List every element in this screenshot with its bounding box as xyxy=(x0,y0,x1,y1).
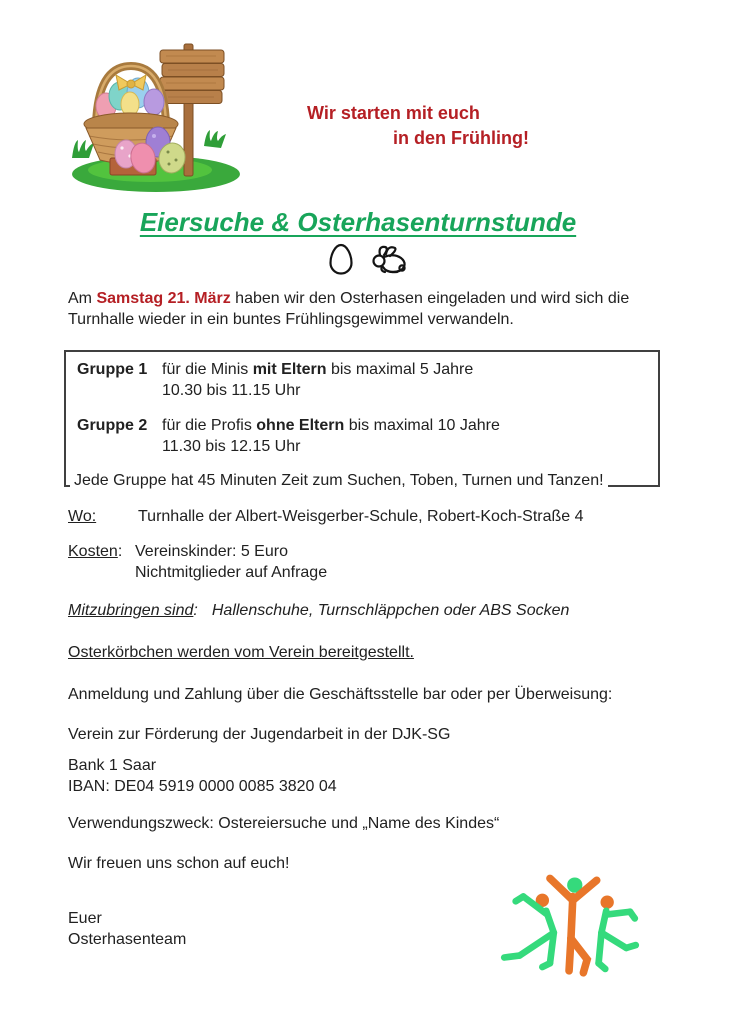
verwendungszweck-line: Verwendungszweck: Ostereiersuche und „Name des Kindes“ xyxy=(68,815,500,832)
group-desc-bold: ohne Eltern xyxy=(256,417,345,434)
group-time: 11.30 bis 12.15 Uhr xyxy=(162,438,301,455)
groups-box xyxy=(64,350,660,487)
kosten-line-2: Nichtmitglieder auf Anfrage xyxy=(135,564,328,581)
wo-value: Turnhalle der Albert-Weisgerber-Schule, Robert-Koch-Straße 4 xyxy=(138,508,584,525)
group-time: 10.30 bis 11.15 Uhr xyxy=(162,382,301,399)
signoff-line-1: Euer xyxy=(68,910,102,927)
slogan xyxy=(307,101,529,151)
intro-prefix: Am xyxy=(68,290,97,307)
group-desc xyxy=(162,415,500,457)
group-desc xyxy=(162,359,473,401)
slogan-line-2: in den Frühling! xyxy=(393,128,529,148)
wo-label: Wo: xyxy=(68,508,97,525)
egg-icon xyxy=(328,243,354,282)
group-desc-pre: für die Profis xyxy=(162,417,257,434)
mitbringen-label: Mitzubringen sind xyxy=(68,602,194,619)
intro-paragraph xyxy=(68,288,654,330)
groups-note: Jede Gruppe hat 45 Minuten Zeit zum Suchen, Toben, Turnen und Tanzen! xyxy=(70,470,608,491)
signoff xyxy=(68,908,186,950)
wo-row xyxy=(68,506,584,527)
group-row xyxy=(77,359,658,401)
group-desc-post: bis maximal 10 Jahre xyxy=(344,417,500,434)
group-desc-post: bis maximal 5 Jahre xyxy=(326,361,474,378)
easter-basket-illustration xyxy=(58,36,248,201)
signoff-line-2: Osterhasenteam xyxy=(68,931,187,948)
osterkoerbchen-line: Osterkörbchen werden vom Verein bereitgestellt. xyxy=(68,644,414,661)
group-label: Gruppe 2 xyxy=(77,417,148,434)
kosten-values xyxy=(135,541,327,583)
mitbringen-value: Hallenschuhe, Turnschläppchen oder ABS Socken xyxy=(211,602,570,619)
slogan-line-1: Wir starten mit euch xyxy=(307,103,480,123)
bank-iban-line: IBAN: DE04 5919 0000 0085 3820 04 xyxy=(68,778,337,795)
bank-name-line: Bank 1 Saar xyxy=(68,757,157,774)
bank-block xyxy=(68,755,337,797)
kosten-line-1: Vereinskinder: 5 Euro xyxy=(135,543,288,560)
group-label: Gruppe 1 xyxy=(77,361,148,378)
intro-suffix: haben wir den Osterhasen eingeladen und wird sich die Turnhalle wieder in ein buntes Frühlingsgewimmel verwandeln. xyxy=(68,290,630,328)
page-title: Eiersuche & Osterhasenturnstunde xyxy=(139,207,577,237)
group-desc-pre: für die Minis xyxy=(162,361,253,378)
closing-line: Wir freuen uns schon auf euch! xyxy=(68,855,290,872)
group-row xyxy=(77,415,658,457)
glyph-row xyxy=(0,243,736,282)
verein-line: Verein zur Förderung der Jugendarbeit in der DJK-SG xyxy=(68,726,451,743)
rabbit-icon xyxy=(368,243,408,282)
intro-date: Samstag 21. März xyxy=(96,290,231,307)
group-desc-bold: mit Eltern xyxy=(252,361,327,378)
kosten-row xyxy=(68,541,327,583)
mitbringen-row: Mitzubringen sind: Hallenschuhe, Turnschläppchen oder ABS Socken xyxy=(68,602,570,619)
kosten-label: Kosten: xyxy=(68,543,123,560)
anmeldung-line: Anmeldung und Zahlung über die Geschäftsstelle bar oder per Überweisung: xyxy=(68,686,613,703)
dancing-figures-logo xyxy=(488,866,652,988)
